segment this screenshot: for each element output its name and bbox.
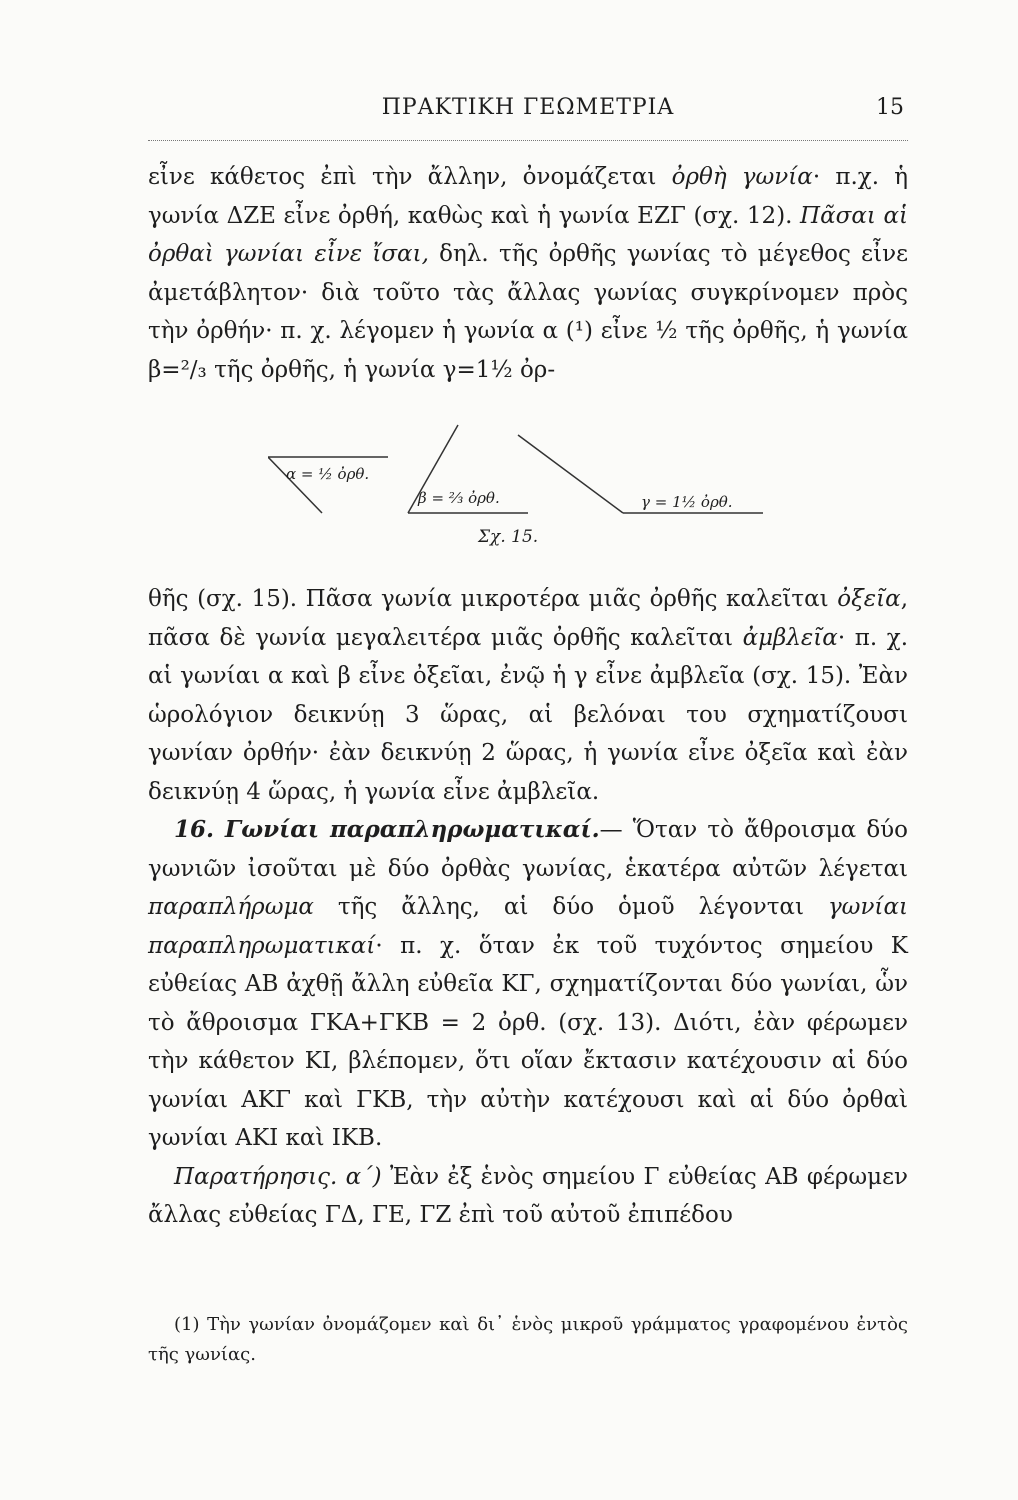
p2-text-3: · π. χ. αἱ γωνίαι α καὶ β εἶνε ὀξεῖαι, ἐνῷ ἡ γ εἶνε ἀμβλεῖα (σχ. 15). Ἐὰν ὡρολόγιον δεικνύῃ 3 ὥρας, αἱ βελόναι του σχηματίζουσι γωνίαν ὀρθήν· ἐὰν δεικνύῃ 2 ὥρας, ἡ γωνία εἶνε ὀξεῖα καὶ ἐὰν δεικνύῃ 4 ὥρας, ἡ γωνία εἶνε ἀμβλεῖα. [148,624,909,805]
label-angle-b: β = ⅔ ὀρθ. [418,489,500,507]
section-16-heading: 16. Γωνίαι παραπληρωματικαί. [174,816,600,843]
p1-text-start: εἶνε κάθετος ἐπὶ τὴν ἄλλην, ὀνομάζεται [148,164,672,190]
remark-paragraph [148,1158,908,1235]
p1-text-rest: δηλ. τῆς ὀρθῆς γωνίας τὸ μέγεθος εἶνε ἀμετάβλητον· διὰ τοῦτο τὰς ἄλλας γωνίας συγκρίνομεν πρὸς τὴν ὀρθήν· π. χ. λέγομεν ἡ γωνία α (¹) εἶνε ½ τῆς ὀρθῆς, ἡ γωνία β=²/₃ τῆς ὀρθῆς, ἡ γωνία γ=1½ ὀρ- [148,241,909,383]
running-header [148,95,908,131]
s16-text-2: τῆς ἄλλης, αἱ δύο ὁμοῦ λέγονται [313,894,828,920]
term-acute: ὀξεῖα [837,586,901,612]
term-supplement: παραπλήρωμα [148,894,314,920]
p1-term-right-angle: ὀρθὴ γωνία [671,164,813,190]
term-supplementary-angles: γωνίαι παραπληρωματικαί [148,894,908,959]
paragraph-acute-obtuse [148,580,908,811]
page-number: 15 [876,95,904,120]
angle-c-arm2 [518,435,623,513]
label-angle-a: α = ½ ὀρθ. [286,465,370,483]
section-16 [148,811,908,1158]
s16-text-1: — Ὅταν τὸ ἄθροισμα δύο γωνιῶν ἰσοῦται μὲ δύο ὀρθὰς γωνίας, ἑκατέρα αὐτῶν λέγεται [148,817,909,882]
remark-text: Ἐὰν ἐξ ἑνὸς σημείου Γ εὐθείας ΑΒ φέρωμεν ἄλλας εὐθείας ΓΔ, ΓΕ, ΓΖ ἐπὶ τοῦ αὐτοῦ ἐπιπέδου [148,1163,908,1228]
term-obtuse: ἀμβλεῖα [742,624,838,651]
main-text-block [148,580,908,1235]
figure-caption: Σχ. 15. [478,527,539,547]
footnote-text: (1) Τὴν γωνίαν ὀνομάζομεν καὶ δι᾿ ἑνὸς μικροῦ γράμματος γραφομένου ἐντὸς τῆς γωνίας. [148,1314,908,1365]
remark-label: Παρατήρησις. α΄) [174,1163,382,1190]
p1-text-mid: · π.χ. ἡ γωνία ΔΖΕ εἶνε ὀρθή, καθὼς καὶ ἡ γωνία ΕΖΓ (σχ. 12). [148,164,908,229]
p2-text-2: , πᾶσα δὲ γωνία μεγαλειτέρα μιᾶς ὀρθῆς καλεῖται [148,586,908,651]
paragraph-right-angles [148,158,908,389]
p2-text-1: θῆς (σχ. 15). Πᾶσα γωνία μικροτέρα μιᾶς ὀρθῆς καλεῖται [148,586,838,612]
p1-italic-sentence: Πᾶσαι αἱ ὀρθαὶ γωνίαι εἶνε ἴσαι, [148,202,908,267]
header-rule [148,140,908,141]
s16-text-3: · π. χ. ὅταν ἐκ τοῦ τυχόντος σημείου Κ εὐθείας ΑΒ ἀχθῇ ἄλλη εὐθεῖα ΚΓ, σχηματίζονται δύο γωνίαι, ὧν τὸ ἄθροισμα ΓΚΑ+ΓΚΒ = 2 ὀρθ. (σχ. 13). Διότι, ἐὰν φέρωμεν τὴν κάθετον ΚΙ, βλέπομεν, ὅτι οἵαν ἔκτασιν κατέχουσιν αἱ δύο γωνίαι ΑΚΓ καὶ ΓΚΒ, τὴν αὐτὴν κατέχουσι καὶ αἱ δύο ὀρθαὶ γωνίαι ΑΚΙ καὶ ΙΚΒ. [148,932,908,1151]
figure-15 [268,395,788,565]
footnote [148,1310,908,1370]
running-title: ΠΡΑΚΤΙΚΗ ΓΕΩΜΕΤΡΙΑ [381,95,675,120]
label-angle-c: γ = 1½ ὀρθ. [641,493,733,511]
